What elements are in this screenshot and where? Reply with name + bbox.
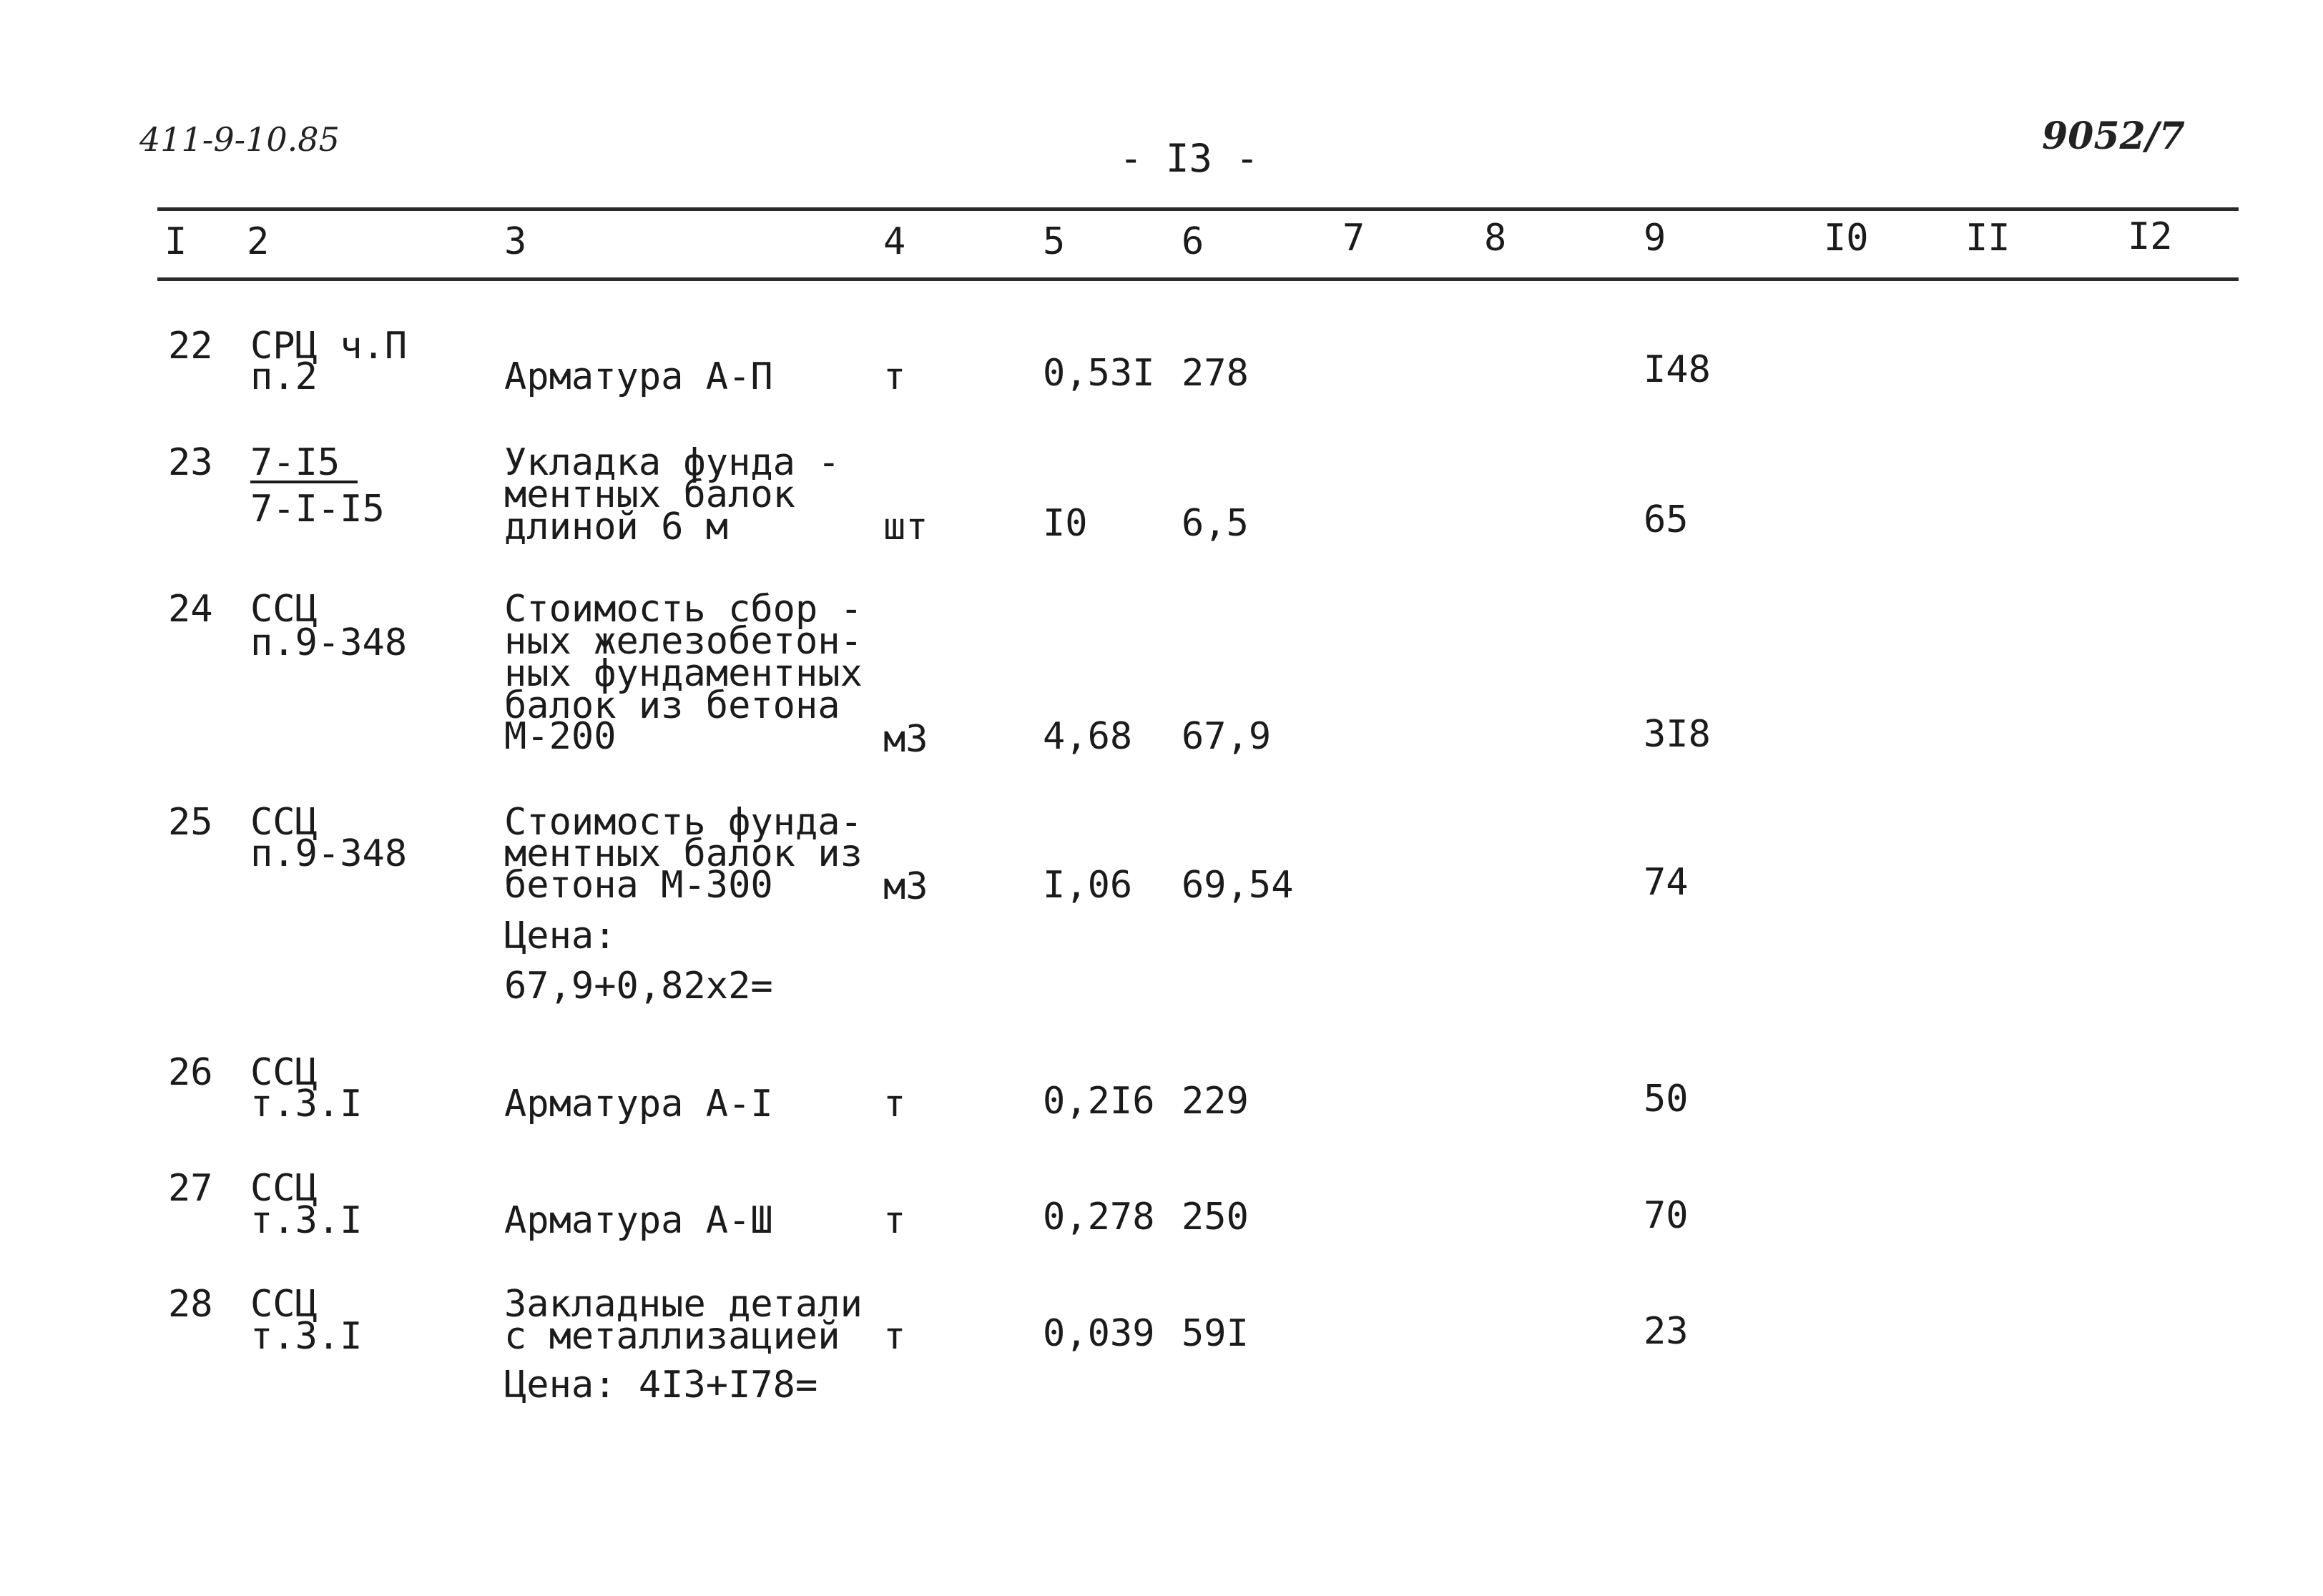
row-price: 250 [1182, 1196, 1249, 1238]
column-header: 4 [883, 220, 906, 263]
column-header: I0 [1824, 217, 1869, 260]
row-description: бетона М-300 [504, 864, 773, 907]
row-total: 74 [1644, 861, 1689, 904]
row-description: Арматура А-П [504, 355, 773, 398]
row-description: Стоимость фунда- [504, 801, 863, 844]
row-price: 67,9 [1182, 715, 1272, 758]
column-header: 5 [1043, 220, 1066, 263]
column-header: II [1965, 217, 2010, 260]
header-bottom-rule [157, 277, 2239, 281]
row-reference: СРЦ ч.П [250, 325, 408, 368]
row-description: длиной 6 м [504, 506, 729, 548]
row-price-note: Цена: 4I3+I78= [504, 1364, 818, 1407]
row-description: ментных балок [504, 473, 795, 516]
row-description: балок из бетона [504, 684, 840, 727]
column-header: 3 [504, 220, 527, 263]
row-price-note: Цена: [504, 915, 617, 957]
row-total: 65 [1644, 498, 1689, 541]
row-reference: т.3.I [250, 1315, 363, 1358]
page-number: - I3 - [1119, 136, 1259, 181]
row-quantity: I,06 [1043, 864, 1133, 907]
row-total: 70 [1644, 1194, 1689, 1237]
row-description: Арматура А-I [504, 1083, 773, 1125]
row-unit: шт [883, 506, 928, 548]
row-price: 6,5 [1182, 502, 1249, 545]
column-header: I2 [2128, 215, 2173, 258]
row-reference: п.2 [250, 355, 318, 398]
row-reference: ССЦ [250, 801, 318, 844]
row-description: ных железобетон- [504, 620, 863, 663]
column-header: 6 [1182, 220, 1204, 263]
row-unit: м3 [883, 865, 928, 908]
row-price: 278 [1182, 352, 1249, 395]
row-reference: ССЦ [250, 1283, 318, 1326]
row-quantity: I0 [1043, 502, 1088, 545]
row-quantity: 4,68 [1043, 715, 1133, 758]
row-quantity: 0,278 [1043, 1196, 1155, 1238]
row-unit: т [883, 1199, 906, 1242]
sheet-reference: 9052/7 [2042, 114, 2185, 158]
column-header: I [164, 220, 187, 263]
row-quantity: 0,2I6 [1043, 1080, 1155, 1123]
row-description: Стоимость сбор - [504, 588, 863, 631]
row-price: 69,54 [1182, 864, 1294, 907]
document-code: 411-9-10.85 [139, 120, 340, 159]
row-quantity: 0,039 [1043, 1312, 1155, 1355]
row-number: 22 [168, 325, 213, 368]
row-description: Укладка фунда - [504, 441, 840, 484]
row-total: 3I8 [1644, 713, 1711, 756]
row-description: М-200 [504, 715, 617, 758]
row-description: Закладные детали [504, 1283, 863, 1326]
row-price-note: 67,9+0,82х2= [504, 965, 773, 1008]
row-unit: т [883, 1315, 906, 1358]
row-reference: ССЦ [250, 588, 318, 631]
column-header: 2 [247, 220, 270, 263]
column-header: 7 [1342, 217, 1365, 260]
row-description: ных фундаментных [504, 652, 863, 695]
header-top-rule [157, 207, 2239, 211]
row-reference: п.9-348 [250, 621, 408, 664]
row-unit: т [883, 1083, 906, 1125]
row-total: 23 [1644, 1310, 1689, 1353]
row-unit: т [883, 355, 906, 398]
column-header: 8 [1484, 217, 1507, 260]
row-reference: 7-I5 [250, 447, 358, 483]
row-description: Арматура А-Ш [504, 1199, 773, 1242]
row-number: 23 [168, 441, 213, 484]
row-reference: т.3.I [250, 1199, 363, 1242]
row-number: 25 [168, 801, 213, 844]
row-number: 24 [168, 588, 213, 631]
row-number: 26 [168, 1051, 213, 1094]
row-price: 59I [1182, 1312, 1249, 1355]
row-total: I48 [1644, 348, 1711, 391]
row-reference: 7-I-I5 [250, 488, 385, 531]
row-total: 50 [1644, 1078, 1689, 1120]
row-quantity: 0,53I [1043, 352, 1155, 395]
column-header: 9 [1644, 217, 1666, 260]
row-number: 28 [168, 1283, 213, 1326]
row-reference: ССЦ [250, 1167, 318, 1210]
row-price: 229 [1182, 1080, 1249, 1123]
row-reference: п.9-348 [250, 832, 408, 875]
row-unit: м3 [883, 718, 928, 761]
row-reference: т.3.I [250, 1083, 363, 1125]
row-description: с металлизацией [504, 1315, 840, 1358]
row-description: ментных балок из [504, 832, 863, 875]
row-number: 27 [168, 1167, 213, 1210]
row-reference: ССЦ [250, 1051, 318, 1094]
